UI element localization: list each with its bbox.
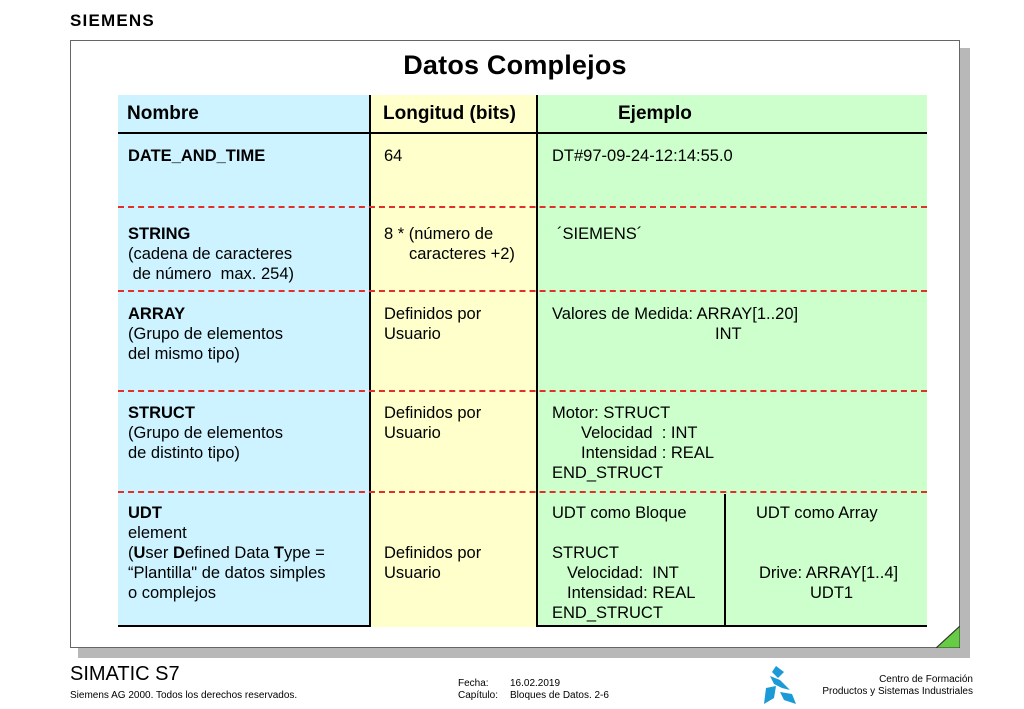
row-divider <box>118 206 927 208</box>
row-dt-name: DATE_AND_TIME <box>128 147 266 165</box>
udt-array-example: UDT1 <box>810 584 854 602</box>
row-udt-length: Usuario <box>384 564 441 582</box>
copyright: Siemens AG 2000. Todos los derechos reservados. <box>70 690 298 701</box>
row-udt-desc: “Plantilla" de datos simples <box>128 564 326 582</box>
row-array-length: Usuario <box>384 325 441 343</box>
row-string-length: 8 * (número de <box>384 225 494 243</box>
row-struct-example: Motor: STRUCT <box>552 404 671 422</box>
udt-array-example: Drive: ARRAY[1..4] <box>759 564 899 582</box>
udt-block-example: STRUCT <box>552 544 619 562</box>
udt-block-example: Intensidad: REAL <box>567 584 696 602</box>
row-struct-name: STRUCT <box>128 404 195 422</box>
row-string-desc: de número max. 254) <box>128 265 294 283</box>
row-udt-name: UDT <box>128 504 162 522</box>
row-udt-desc: element <box>128 524 187 542</box>
row-udt-desc: o complejos <box>128 584 217 602</box>
header-length: Longitud (bits) <box>383 103 516 124</box>
row-array-example: INT <box>715 325 742 343</box>
row-struct-length: Definidos por <box>384 404 482 422</box>
udt-block-example: Velocidad: INT <box>567 564 679 582</box>
row-array-length: Definidos por <box>384 305 482 323</box>
udt-block-example: END_STRUCT <box>552 604 663 622</box>
udt-block-header: UDT como Bloque <box>552 504 687 522</box>
header-example: Ejemplo <box>618 103 692 124</box>
training-center-logo-icon <box>762 664 798 706</box>
row-udt-desc: (User Defined Data Type = <box>128 544 325 562</box>
table-bottom-rule <box>118 625 371 627</box>
slide-title: Datos Complejos <box>403 50 627 80</box>
row-dt-example: DT#97-09-24-12:14:55.0 <box>552 147 733 165</box>
udt-subcolumn-divider <box>724 494 726 627</box>
row-dt-length: 64 <box>384 147 403 165</box>
row-struct-example: END_STRUCT <box>552 464 663 482</box>
row-string-length: caracteres +2) <box>409 245 515 263</box>
row-udt-length: Definidos por <box>384 544 482 562</box>
date-value: 16.02.2019 <box>510 678 561 689</box>
udt-array-header: UDT como Array <box>756 504 878 522</box>
row-divider <box>118 290 927 292</box>
product-name: SIMATIC S7 <box>70 663 180 685</box>
row-string-example: ´SIEMENS´ <box>557 225 643 243</box>
table-bottom-rule <box>536 625 927 627</box>
page-corner-icon <box>936 626 960 648</box>
chapter-value: Bloques de Datos. 2-6 <box>510 690 609 701</box>
row-struct-example: Velocidad : INT <box>581 424 698 442</box>
training-center-name: Centro de Formación <box>879 674 973 685</box>
row-struct-desc: (Grupo de elementos <box>128 424 284 442</box>
row-array-name: ARRAY <box>128 305 186 323</box>
row-struct-length: Usuario <box>384 424 441 442</box>
header-rule <box>118 132 927 134</box>
row-array-example: Valores de Medida: ARRAY[1..20] <box>552 305 799 323</box>
date-label: Fecha: <box>458 678 489 689</box>
column-divider <box>536 95 538 627</box>
row-string-name: STRING <box>128 225 191 243</box>
training-center-division: Productos y Sistemas Industriales <box>822 686 973 697</box>
row-string-desc: (cadena de caracteres <box>128 245 293 263</box>
row-divider <box>118 390 927 392</box>
column-divider <box>369 95 371 627</box>
row-array-desc: (Grupo de elementos <box>128 325 284 343</box>
header-name: Nombre <box>127 103 199 124</box>
siemens-logo: SIEMENS <box>70 11 155 30</box>
row-struct-desc: de distinto tipo) <box>128 444 240 462</box>
row-divider <box>118 491 927 493</box>
row-array-desc: del mismo tipo) <box>128 345 240 363</box>
row-struct-example: Intensidad : REAL <box>581 444 714 462</box>
chapter-label: Capítulo: <box>458 690 499 701</box>
